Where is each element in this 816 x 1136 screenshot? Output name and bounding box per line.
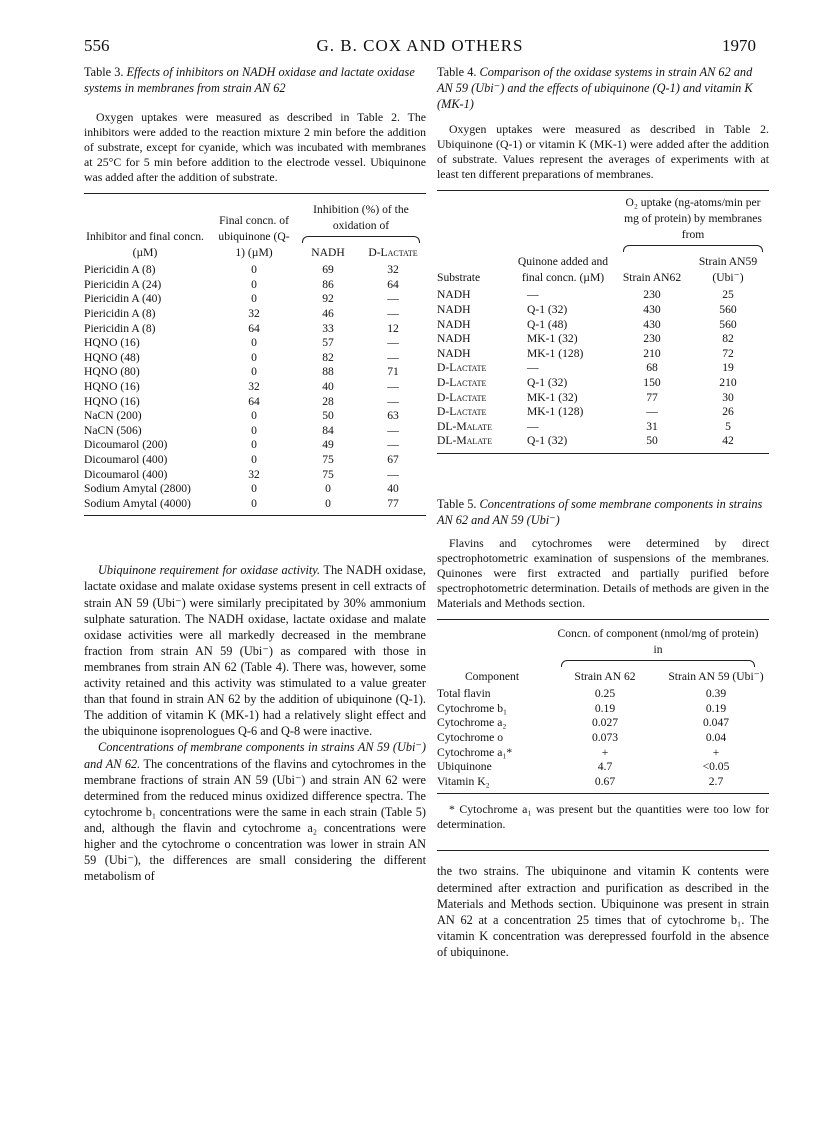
table3-cell: 86 [322, 277, 334, 291]
table4-bottom-rule [437, 453, 769, 454]
table3-cell: NaCN (200) [84, 409, 142, 423]
table4-cell: DL-Malate [437, 434, 492, 448]
table3-cell: — [387, 467, 399, 481]
table4-cell: D-Lactate [437, 390, 487, 404]
table5-row [437, 702, 769, 717]
table5-cell: Cytochrome b₁ [437, 701, 508, 715]
table4-cell: 68 [646, 361, 658, 375]
table3-cell: 88 [322, 365, 334, 379]
table3-cell: 0 [251, 409, 257, 423]
table5-cell: 4.7 [597, 760, 613, 774]
table3-cell: 46 [322, 307, 334, 321]
table5-row [437, 687, 769, 702]
table3-cell: 64 [248, 321, 260, 335]
table3-cell: 64 [248, 394, 260, 408]
table4-cell: Q-1 (32) [527, 434, 568, 448]
section-divider [437, 850, 769, 851]
table3-cell: HQNO (48) [84, 350, 140, 364]
table4-cell: 26 [722, 405, 734, 419]
table4-row [437, 434, 769, 449]
table4-col-quinone-header: Quinone added and final concn. (µM) [517, 255, 609, 285]
table4-cell: D-Lactate [437, 405, 487, 419]
table3-cell: 67 [387, 453, 399, 466]
paragraph-heading: Concentrations of membrane components in strains AN 59 (Ubi⁻) and AN 62. [84, 740, 426, 771]
table3-cell: 32 [387, 263, 399, 277]
table4-cell: 560 [719, 317, 737, 331]
table4-row [437, 288, 769, 303]
table4-cell: 77 [646, 390, 658, 404]
table4-row [437, 332, 769, 347]
table3-cell: — [387, 292, 399, 306]
table4-cell: 42 [722, 434, 734, 448]
table3-cell: 0 [251, 292, 257, 306]
table3-cell: 50 [322, 409, 334, 423]
table4-cell: 560 [719, 303, 737, 317]
table3-row [84, 278, 426, 293]
table3-cell: 57 [322, 336, 334, 350]
table3-cell: Sodium Amytal (4000) [84, 496, 191, 510]
table4-cell: Q-1 (48) [527, 317, 568, 331]
table3-cell: — [387, 336, 399, 350]
table5-cell: 0.19 [594, 701, 616, 715]
right-column [437, 64, 769, 960]
table4-label: Table 4. [437, 65, 477, 79]
table4-title: Comparison of the oxidase systems in strain AN 62 and AN 59 (Ubi⁻) and the effects of ubiquinone (Q-1) and vitamin K (MK-1) [437, 65, 753, 111]
table3-row [84, 438, 426, 453]
table3-cell: 49 [322, 438, 334, 452]
table3-col-ubiquinone-header: Final concn. of ubiquinone (Q-1) (µM) [218, 214, 290, 260]
table5-cell: Cytochrome a₂ [437, 716, 507, 730]
table3-cell: 0 [251, 365, 257, 379]
table4-group-header [617, 191, 769, 254]
table3-cell: 92 [322, 292, 334, 306]
table4-cell: 82 [722, 332, 734, 346]
left-column [84, 64, 426, 884]
table3-cell: 0 [325, 496, 331, 510]
table3-col-nadh-header: NADH [311, 246, 345, 260]
table4-caption [437, 64, 769, 112]
table3-cell: HQNO (80) [84, 365, 140, 379]
table4-row [437, 420, 769, 435]
table3-cell: NaCN (506) [84, 423, 142, 437]
table3-cell: HQNO (16) [84, 394, 140, 408]
table5-bottom-rule [437, 793, 769, 794]
table3-cell: — [387, 307, 399, 321]
table3-cell: Piericidin A (8) [84, 307, 156, 321]
table5-body [437, 687, 769, 789]
table4-cell: NADH [437, 332, 471, 346]
table3-cell: 84 [322, 423, 334, 437]
table3-cell: 77 [387, 496, 399, 510]
table4-cell: Q-1 (32) [527, 376, 568, 390]
table5-cell: 2.7 [708, 774, 724, 788]
table3-cell: 69 [322, 263, 334, 277]
table4-row [437, 303, 769, 318]
table4-col-substrate-header: Substrate [437, 271, 481, 285]
table3-cell: Dicoumarol (400) [84, 467, 168, 481]
table3-row [84, 351, 426, 366]
table5-cell: Ubiquinone [437, 760, 492, 774]
table4-cell: 210 [719, 376, 737, 390]
table4-cell: — [527, 419, 539, 433]
table3-brace [302, 236, 420, 243]
table4-group-header-text: O₂ uptake (ng-atoms/min per mg of protein) by membranes from [624, 196, 762, 242]
table3-cell: 75 [322, 467, 334, 481]
table5-brace [561, 660, 755, 667]
table3-group-header-text: Inhibition (%) of the oxidation of [313, 203, 409, 233]
table4-cell: 230 [643, 332, 661, 346]
table3-grid [84, 194, 426, 511]
table5-cell: Cytochrome a₁* [437, 745, 513, 759]
table4-cell: D-Lactate [437, 361, 487, 375]
table4-row [437, 391, 769, 406]
table3-cell: 40 [387, 482, 399, 496]
table3-row [84, 380, 426, 395]
table5-footnote: * Cytochrome a₁ was present but the quantities were too low for determination. [437, 802, 769, 832]
table3-cell: 40 [322, 380, 334, 394]
table3-cell: 0 [251, 482, 257, 496]
table4-col-an59-header: Strain AN59 (Ubi⁻) [698, 255, 758, 285]
table3-cell: 32 [248, 380, 260, 394]
table4-row [437, 376, 769, 391]
table4-cell: 30 [722, 390, 734, 404]
table4-cell: NADH [437, 317, 471, 331]
table5-cell: 0.39 [705, 687, 727, 701]
table4-row [437, 318, 769, 333]
table5-note: Flavins and cytochromes were determined by direct spectrophotometric examination of suspensions of the membranes. Quinones were first extracted and partially purified before spectrophotometric determination. Details of methods are given in the Materials and Methods section. [437, 536, 769, 610]
table4-cell: — [527, 288, 539, 302]
table5-col-an59-header: Strain AN 59 (Ubi⁻) [668, 670, 764, 684]
table3-cell: 0 [251, 496, 257, 510]
page-number: 556 [84, 36, 110, 55]
right-body-paragraph: the two strains. The ubiquinone and vitamin K contents were determined after extraction and purification as described in the Materials and Methods section. Ubiquinone was present in strain AN 62 at a concentration 25 times that of cytochrome b₁. The vitamin K concentration was derepressed fourfold in the absence of ubiquinone. [437, 864, 769, 959]
table5-cell: 0.19 [705, 701, 727, 715]
table4-cell: 430 [643, 317, 661, 331]
paragraph-text: The NADH oxidase, lactate oxidase and malate oxidase systems present in cell extracts of strain AN 59 (Ubi⁻) were similarly precipitated by 30% ammonium sulphate saturation. The NADH oxidase, lactate oxidase and malate oxidase activities were all markedly decreased in the membrane fraction from strain AN 59 (Ubi⁻) as compared with those in membranes from strain AN 62 (Table 4). There was, however, some activity retained and this activity was stimulated to a value greater than that found in strain AN 62 by the addition of ubiquinone (Q-1). The addition of vitamin K (MK-1) had a relatively slight effect and the ubiquinone isoprenologues Q-6 and Q-8 were inactive. [84, 563, 426, 739]
table3-cell: 32 [248, 307, 260, 321]
table3-cell: 75 [322, 453, 334, 466]
table4-cell: 19 [722, 361, 734, 375]
table3-col-inhibitor-header: Inhibitor and final concn. (µM) [86, 230, 204, 260]
table5-cell: 0.027 [591, 716, 619, 730]
table3-cell: 0 [325, 482, 331, 496]
table3-cell: 0 [251, 438, 257, 452]
table4-cell: 430 [643, 303, 661, 317]
table4-cell: DL-Malate [437, 419, 492, 433]
table3 [84, 64, 426, 516]
table3-cell: 28 [322, 394, 334, 408]
table3-cell: — [387, 438, 399, 452]
table5-row [437, 746, 769, 761]
table3-row [84, 263, 426, 278]
table3-cell: 0 [251, 263, 257, 277]
table4-col-an62-header: Strain AN62 [622, 271, 682, 285]
table4-cell: MK-1 (32) [527, 332, 578, 346]
table3-cell: Piericidin A (8) [84, 321, 156, 335]
table5-row [437, 731, 769, 746]
table4-note: Oxygen uptakes were measured as described in Table 2. Ubiquinone (Q-1) or vitamin K (MK-1) were added after the addition of substrate. Values represent the averages of experiments with at least ten different preparations of membranes. [437, 122, 769, 181]
table5-cell: 0.073 [591, 731, 619, 745]
table3-row [84, 409, 426, 424]
table3-row [84, 307, 426, 322]
table3-cell: 71 [387, 365, 399, 379]
table5-cell: 0.67 [594, 774, 616, 788]
table3-row [84, 497, 426, 512]
left-body [84, 562, 426, 884]
table3-bottom-rule [84, 515, 426, 516]
table3-row [84, 292, 426, 307]
table3-cell: — [387, 380, 399, 394]
table5-group-header [547, 620, 769, 669]
table4-cell: D-Lactate [437, 376, 487, 390]
paragraph-membrane-components [84, 739, 426, 884]
table3-cell: — [387, 394, 399, 408]
table4-cell: 150 [643, 376, 661, 390]
table3-cell: Sodium Amytal (2800) [84, 482, 191, 496]
table4-cell: — [646, 405, 658, 419]
table3-label: Table 3. [84, 65, 124, 79]
table4 [437, 64, 769, 454]
table5-col-an62-header: Strain AN 62 [574, 670, 636, 684]
table4-cell: 210 [643, 346, 661, 360]
table5-cell: + [712, 745, 720, 759]
table5-col-component-header: Component [464, 670, 520, 684]
table3-cell: Piericidin A (24) [84, 277, 162, 291]
table5-title: Concentrations of some membrane components in strains AN 62 and AN 59 (Ubi⁻) [437, 497, 763, 527]
table3-cell: 33 [322, 321, 334, 335]
table3-title: Effects of inhibitors on NADH oxidase and lactate oxidase systems in membranes from strain AN 62 [84, 65, 415, 95]
table5-row [437, 716, 769, 731]
table3-cell: HQNO (16) [84, 380, 140, 394]
table3-row [84, 322, 426, 337]
table3-row [84, 468, 426, 483]
table3-cell: Piericidin A (40) [84, 292, 162, 306]
table3-group-header [296, 194, 426, 245]
paragraph-text: The concentrations of the flavins and cytochromes in the membrane fractions of strain AN 59 (Ubi⁻) and strain AN 62 were determined from the reduced minus oxidized difference spectra. The cytochrome b₁ concentrations were the same in each strain (Table 5) and, although the flavin and cytochrome a₂ concentrations were higher and the cytochrome o concentration was lower in strain AN 59 (Ubi⁻), the differences are small considering the different metabolism of [84, 756, 426, 884]
table3-cell: Piericidin A (8) [84, 263, 156, 277]
table4-cell: 31 [646, 419, 658, 433]
table3-cell: 0 [251, 336, 257, 350]
table4-row [437, 405, 769, 420]
paragraph-ubiquinone-requirement [84, 562, 426, 739]
table5-cell: Vitamin K₂ [437, 774, 490, 788]
table4-cell: 50 [646, 434, 658, 448]
table3-cell: 0 [251, 453, 257, 466]
paragraph-heading: Ubiquinone requirement for oxidase activity. [98, 563, 321, 578]
journal-year: 1970 [722, 36, 756, 55]
table3-row [84, 336, 426, 351]
table5 [437, 496, 769, 832]
table3-caption [84, 64, 426, 96]
table3-row [84, 365, 426, 380]
table4-cell: MK-1 (128) [527, 405, 584, 419]
table5-group-header-text: Concn. of component (nmol/mg of protein) in [557, 627, 759, 657]
running-title: G. B. COX AND OTHERS [316, 36, 524, 55]
table3-row [84, 482, 426, 497]
table3-cell: — [387, 350, 399, 364]
table4-row [437, 361, 769, 376]
table3-col-lactate-header: D-Lactate [368, 246, 418, 260]
table5-caption [437, 496, 769, 528]
table3-cell: 12 [387, 321, 399, 335]
table3-row [84, 453, 426, 468]
table5-cell: Cytochrome o [437, 731, 504, 745]
table5-cell: <0.05 [702, 760, 730, 774]
table5-cell: 0.04 [705, 731, 727, 745]
table5-grid [437, 620, 769, 789]
table4-cell: NADH [437, 303, 471, 317]
table3-cell: 0 [251, 350, 257, 364]
table4-cell: 230 [643, 288, 661, 302]
table3-cell: 64 [387, 277, 399, 291]
table3-body [84, 263, 426, 511]
table3-cell: 82 [322, 350, 334, 364]
table4-cell: — [527, 361, 539, 375]
table4-cell: 72 [722, 346, 734, 360]
table5-row [437, 760, 769, 775]
table4-cell: NADH [437, 288, 471, 302]
table3-row [84, 395, 426, 410]
table5-cell: Total flavin [437, 687, 491, 701]
table5-cell: + [601, 745, 609, 759]
table4-cell: Q-1 (32) [527, 303, 568, 317]
table3-cell: Dicoumarol (400) [84, 453, 168, 466]
table3-cell: 0 [251, 423, 257, 437]
table3-cell: 63 [387, 409, 399, 423]
table4-grid [437, 191, 769, 449]
table3-cell: — [387, 423, 399, 437]
table4-cell: 5 [725, 419, 731, 433]
table3-row [84, 424, 426, 439]
table5-label: Table 5. [437, 497, 477, 511]
table3-cell: 0 [251, 277, 257, 291]
table3-cell: 32 [248, 467, 260, 481]
table4-cell: NADH [437, 346, 471, 360]
table4-cell: MK-1 (32) [527, 390, 578, 404]
table4-body [437, 288, 769, 449]
table4-cell: MK-1 (128) [527, 346, 584, 360]
table5-cell: 0.25 [594, 687, 616, 701]
table4-cell: 25 [722, 288, 734, 302]
table4-row [437, 347, 769, 362]
table3-cell: HQNO (16) [84, 336, 140, 350]
running-header [84, 36, 756, 60]
table3-note: Oxygen uptakes were measured as described in Table 2. The inhibitors were added to the reaction mixture 2 min before the addition of substrate, except for cyanide, which was incubated with membranes at 25°C for 5 min before addition to the electrode vessel. Ubiquinone was added after the addition of substrate. [84, 110, 426, 184]
table5-cell: 0.047 [702, 716, 730, 730]
table4-brace [623, 245, 763, 252]
table3-cell: Dicoumarol (200) [84, 438, 168, 452]
table5-row [437, 775, 769, 790]
